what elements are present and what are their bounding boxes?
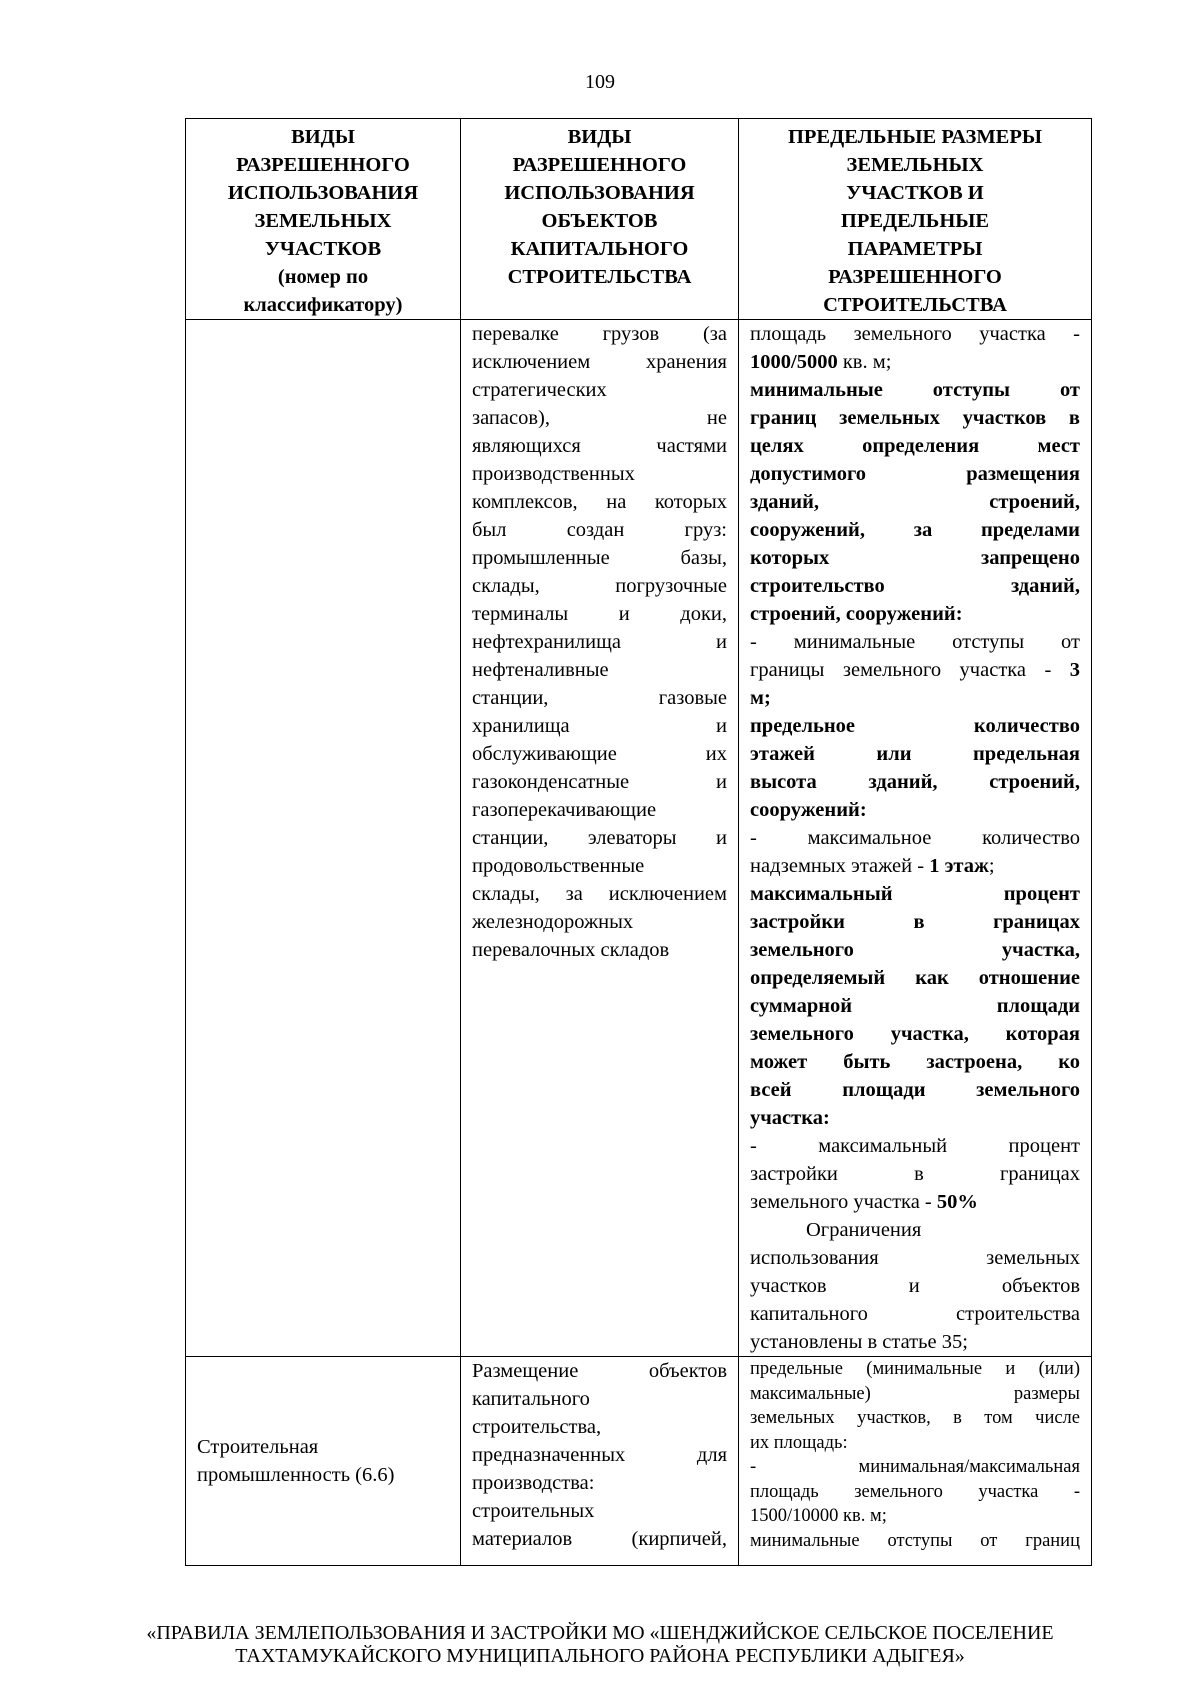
header-col-construction-types — [461, 119, 739, 320]
text-line: терминалы и доки, — [472, 603, 727, 625]
text-line: высота зданий, строений, — [750, 771, 1080, 793]
text-line: зданий, строений, — [750, 491, 1080, 513]
coverage-value: 50% — [936, 1191, 978, 1213]
header-text: РАЗРЕШЕННОГО — [236, 154, 410, 176]
table-row — [186, 1357, 1092, 1566]
text-line: - минимальная/максимальная — [750, 1457, 1080, 1477]
text-line: газоконденсатные и — [472, 771, 727, 793]
text-line: застройки в границах — [750, 1163, 1080, 1185]
text-line: использования земельных — [750, 1247, 1080, 1269]
text-line: Строительная — [197, 1436, 319, 1458]
header-text: ПРЕДЕЛЬНЫЕ РАЗМЕРЫ — [787, 126, 1043, 148]
page-number: 109 — [585, 71, 615, 93]
text-line: хранилища и — [472, 715, 727, 737]
header-text: ОБЪЕКТОВ — [541, 210, 658, 232]
text-line: площадь земельного участка - — [750, 323, 1080, 345]
cell-limit-parameters — [739, 1357, 1092, 1566]
text-line: стратегических — [472, 379, 607, 401]
header-text: ПАРАМЕТРЫ — [847, 238, 983, 260]
header-text: СТРОИТЕЛЬСТВА — [823, 294, 1007, 316]
text-line: нефтехранилища и — [472, 631, 727, 653]
text-line — [750, 348, 1080, 376]
text-line: максимальный процент — [750, 883, 1080, 905]
text-line: этажей или предельная — [750, 743, 1080, 765]
area-value: 1000/5000 — [750, 351, 838, 373]
text-line: предназначенных для — [472, 1444, 727, 1466]
text-line: запасов), не — [472, 407, 727, 429]
text-line: суммарной площади — [750, 995, 1080, 1017]
text-line: промышленные базы, — [472, 547, 727, 569]
header-text: ИСПОЛЬЗОВАНИЯ — [227, 182, 419, 204]
header-col-limit-parameters — [739, 119, 1092, 320]
text-line: строительных — [472, 1500, 595, 1522]
header-text: КАПИТАЛЬНОГО — [510, 238, 689, 260]
text-line: сооружений, за пределами — [750, 519, 1080, 541]
text-line: участков и объектов — [750, 1275, 1080, 1297]
text-line: может быть застроена, ко — [750, 1051, 1080, 1073]
text-line: 1500/10000 кв. м; — [750, 1506, 887, 1526]
header-text: РАЗРЕШЕННОГО — [828, 266, 1002, 288]
header-text: РАЗРЕШЕННОГО — [512, 154, 687, 176]
text-line: минимальные отступы от границ — [750, 1530, 1080, 1551]
text-line: Размещение объектов — [472, 1360, 727, 1382]
header-text: СТРОИТЕЛЬСТВА — [507, 266, 692, 288]
text-line: комплексов, на которых — [472, 491, 727, 513]
footer-line: ТАХТАМУКАЙСКОГО МУНИЦИПАЛЬНОГО РАЙОНА РЕСПУБЛИКИ АДЫГЕЯ» — [235, 1645, 965, 1667]
text-line: - минимальные отступы от — [750, 631, 1080, 653]
header-text: ВИДЫ — [567, 126, 632, 148]
text-line: целях определения мест — [750, 435, 1080, 457]
text-line: строительство зданий, — [750, 575, 1080, 597]
floors-value: 1 этаж — [929, 855, 989, 877]
land-use-table — [185, 118, 1092, 1566]
text-line: всей площади земельного — [750, 1079, 1080, 1101]
setback-value: 3 — [1069, 659, 1080, 681]
text-line: застройки в границах — [750, 911, 1080, 933]
text-line: капитального — [472, 1388, 590, 1410]
text-line — [750, 1188, 1080, 1216]
document-footer — [0, 1622, 1200, 1668]
text-line: обслуживающие их — [472, 743, 727, 765]
text-line: максимальные) размеры — [750, 1383, 1080, 1404]
cell-limit-parameters — [739, 320, 1092, 1357]
text-line: определяемый как отношение — [750, 967, 1080, 989]
text-line: - максимальный процент — [750, 1135, 1080, 1157]
header-text: ИСПОЛЬЗОВАНИЯ — [504, 182, 695, 204]
header-text: УЧАСТКОВ И — [846, 182, 984, 204]
text-line: предельное количество — [750, 715, 1080, 737]
text-line: границ земельных участков в — [750, 407, 1080, 429]
header-text: ПРЕДЕЛЬНЫЕ — [840, 210, 990, 232]
text-fragment: надземных этажей - — [750, 855, 930, 877]
text-line: земельного участка, — [750, 939, 1080, 961]
area-unit: кв. м; — [837, 351, 892, 373]
text-line: станции, газовые — [472, 687, 727, 709]
text-line: установлены в статье 35; — [750, 1331, 968, 1353]
header-text: ЗЕМЕЛЬНЫХ — [846, 154, 984, 176]
text-line: продовольственные — [472, 855, 645, 877]
text-fragment: границы земельного участка - — [750, 659, 1070, 681]
text-line: склады, за исключением — [472, 883, 727, 905]
footer-line: «ПРАВИЛА ЗЕМЛЕПОЛЬЗОВАНИЯ И ЗАСТРОЙКИ МО «ШЕНДЖИЙСКОЕ СЕЛЬСКОЕ ПОСЕЛЕНИЕ — [146, 1622, 1054, 1644]
text-line: земельных участков, в том числе — [750, 1408, 1080, 1428]
text-line: был создан груз: — [472, 519, 727, 541]
header-text: классификатору) — [243, 294, 403, 316]
text-line: являющихся частями — [472, 435, 727, 457]
text-line: - максимальное количество — [750, 827, 1080, 849]
table-row — [186, 320, 1092, 1357]
cell-land-use-empty — [186, 320, 461, 1357]
text-line: Ограничения — [806, 1219, 922, 1241]
header-text: ВИДЫ — [291, 126, 355, 148]
text-line: земельного участка, которая — [750, 1023, 1080, 1045]
header-text: (номер по — [277, 266, 369, 288]
cell-construction-description — [461, 320, 739, 1357]
cell-construction-description — [461, 1357, 739, 1566]
text-line: газоперекачивающие — [472, 799, 657, 821]
text-line: исключением хранения — [472, 351, 727, 373]
cell-land-use-building-industry — [186, 1357, 461, 1566]
text-line: участка: — [750, 1107, 830, 1129]
header-col-land-use-types — [186, 119, 461, 320]
text-line: нефтеналивные — [472, 659, 609, 681]
text-line: площадь земельного участка - — [750, 1481, 1080, 1502]
text-line: предельные (минимальные и (или) — [750, 1359, 1080, 1379]
text-line — [750, 656, 1080, 684]
header-text: УЧАСТКОВ — [264, 238, 382, 260]
text-line: которых запрещено — [750, 547, 1080, 569]
text-line — [750, 852, 1080, 880]
text-line: производства: — [472, 1472, 595, 1494]
text-line: строений, сооружений: — [750, 603, 963, 625]
text-line: строительства, — [472, 1416, 602, 1438]
text-line: промышленность (6.6) — [197, 1464, 395, 1486]
text-fragment: земельного участка - — [750, 1191, 937, 1213]
text-line: склады, погрузочные — [472, 575, 727, 597]
text-line: допустимого размещения — [750, 463, 1080, 485]
text-line: минимальные отступы от — [750, 379, 1080, 401]
header-text: ЗЕМЕЛЬНЫХ — [254, 210, 392, 232]
text-line: материалов (кирпичей, — [472, 1528, 727, 1550]
text-line: производственных — [472, 463, 635, 485]
text-line: м; — [750, 687, 771, 709]
text-line: станции, элеваторы и — [472, 827, 727, 849]
text-line: железнодорожных — [472, 911, 634, 933]
text-line: их площадь: — [750, 1432, 848, 1453]
text-line: перевалочных складов — [472, 939, 670, 961]
text-line: капитального строительства — [750, 1303, 1080, 1325]
text-line: сооружений: — [750, 799, 867, 821]
text-line: перевалке грузов (за — [472, 323, 727, 345]
table-header-row — [186, 119, 1092, 320]
text-fragment: ; — [988, 855, 995, 877]
